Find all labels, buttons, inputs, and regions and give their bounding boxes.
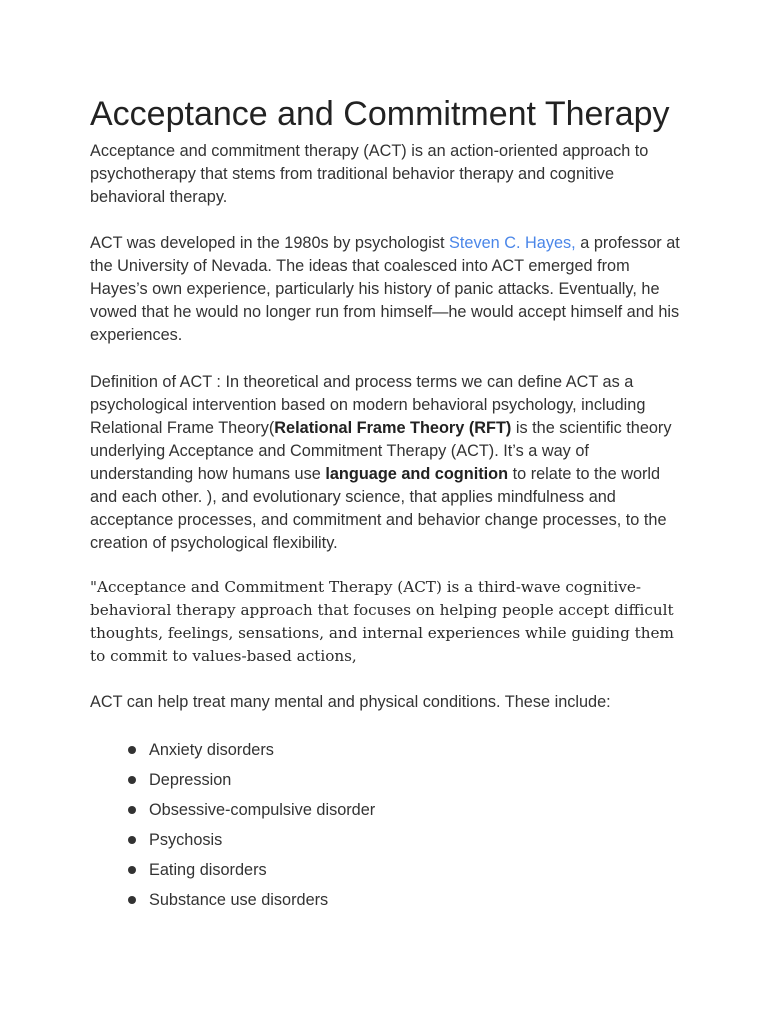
quote-paragraph: "Acceptance and Commitment Therapy (ACT) is a third-wave cognitive-behavioral therapy approach that focuses on helping people accept difficult thoughts, feelings, sensations, and internal experiences while guiding them to commit to values-based actions,	[90, 578, 674, 665]
bullet-icon	[128, 776, 136, 784]
bullet-icon	[128, 746, 136, 754]
language-cognition-bold-term: language and cognition	[325, 465, 509, 483]
list-item	[128, 739, 375, 769]
intro-paragraph: Acceptance and commitment therapy (ACT) is an action-oriented approach to psychotherapy that stems from traditional behavior therapy and cognitive behavioral therapy.	[90, 142, 649, 206]
bullet-icon	[128, 896, 136, 904]
steven-hayes-link[interactable]: Steven C. Hayes,	[449, 234, 576, 252]
bullet-icon	[128, 806, 136, 814]
list-item	[128, 859, 375, 889]
list-item-label: Anxiety disorders	[149, 741, 274, 759]
history-paragraph	[90, 232, 685, 347]
definition-text-3: to relate to the world and each other. ), and evolutionary science, that applies mindfulness and acceptance processes, and commitment and behavior change processes, to the creation of psychological flexibility.	[90, 465, 667, 552]
list-item	[128, 799, 375, 829]
definition-text-1: Definition of ACT : In theoretical and process terms we can define ACT as a psychological intervention based on modern behavioral psychology, including Relational Frame Theory(	[90, 373, 646, 437]
history-text-after: a professor at the University of Nevada. The ideas that coalesced into ACT emerged from Hayes’s own experience, particularly his history of panic attacks. Eventually, he vowed that he would no longer run from himself—he would accept himself and his experiences.	[90, 234, 680, 344]
bullet-icon	[128, 836, 136, 844]
list-item	[128, 769, 375, 799]
rft-bold-term: Relational Frame Theory (RFT)	[274, 419, 512, 437]
list-item-label: Obsessive-compulsive disorder	[149, 801, 376, 819]
bullet-icon	[128, 866, 136, 874]
page-title: Acceptance and Commitment Therapy	[90, 95, 670, 133]
list-item	[128, 889, 375, 919]
conditions-list	[128, 739, 375, 919]
history-text-before: ACT was developed in the 1980s by psychologist	[90, 234, 450, 252]
list-item-label: Psychosis	[149, 831, 223, 849]
list-item-label: Depression	[149, 771, 232, 789]
definition-text-2: is the scientific theory underlying Acceptance and Commitment Therapy (ACT). It’s a way of understanding how humans use	[90, 419, 672, 483]
list-item	[128, 829, 375, 859]
list-item-label: Substance use disorders	[149, 891, 329, 909]
definition-paragraph	[90, 371, 685, 555]
conditions-intro: ACT can help treat many mental and physical conditions. These include:	[90, 693, 611, 711]
list-item-label: Eating disorders	[149, 861, 267, 879]
